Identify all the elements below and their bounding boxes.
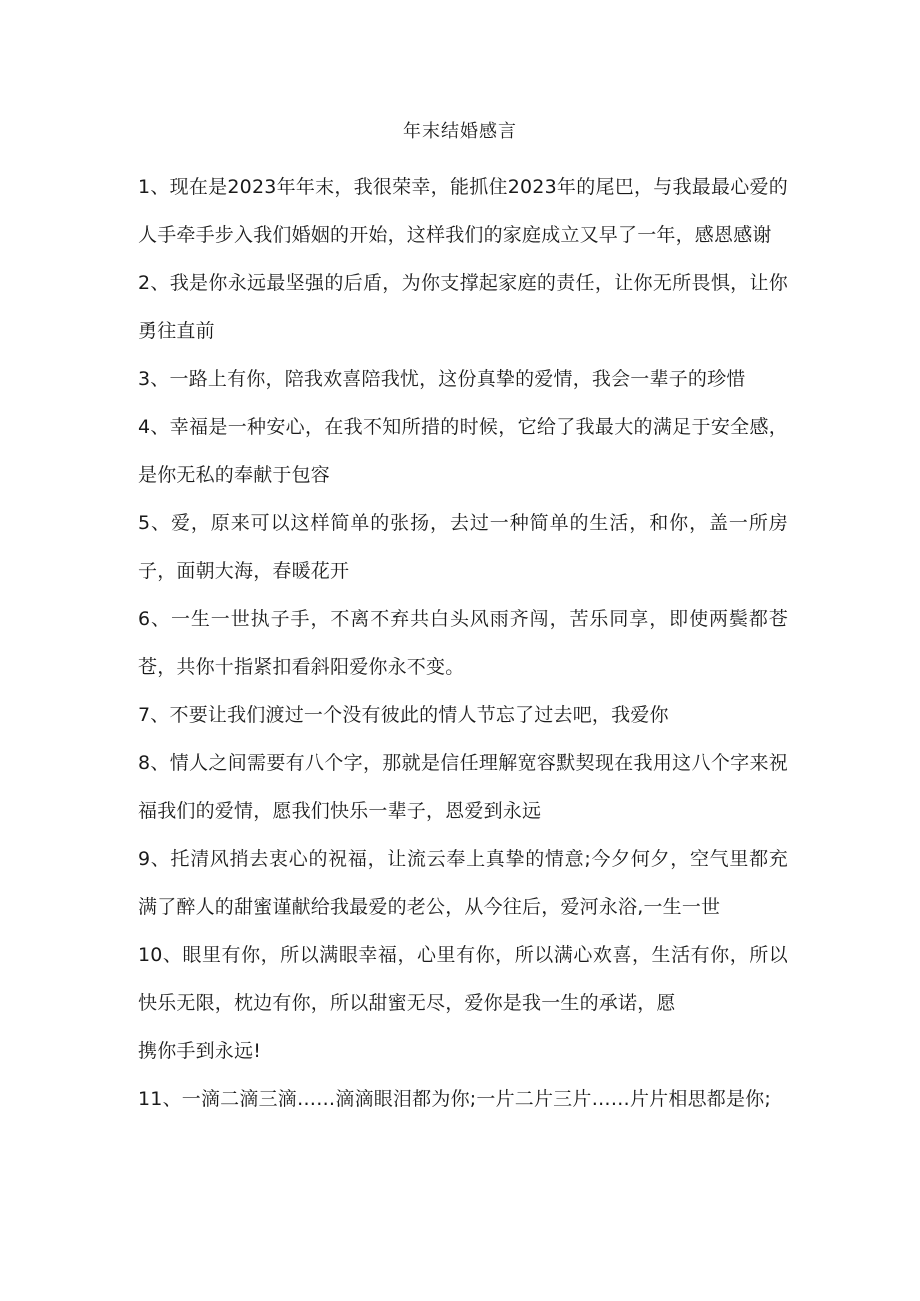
paragraph-8: 8、情人之间需要有八个字，那就是信任理解宽容默契现在我用这八个字来祝福我们的爱情，愿我们快乐一辈子，恩爱到永远 [138,752,788,822]
paragraph-7: 7、不要让我们渡过一个没有彼此的情人节忘了过去吧，我爱你 [138,704,669,726]
paragraph-5: 5、爱，原来可以这样简单的张扬，去过一种简单的生活，和你，盖一所房子，面朝大海，春暖花开 [138,512,788,582]
paragraph-1: 1、现在是2023年年末，我很荣幸，能抓住2023年的尾巴，与我最最心爱的人手牵手步入我们婚姻的开始，这样我们的家庭成立又早了一年，感恩感谢 [138,176,788,246]
paragraph-4: 4、幸福是一种安心，在我不知所措的时候，它给了我最大的满足于安全感，是你无私的奉献于包容 [138,416,788,486]
paragraph-2: 2、我是你永远最坚强的后盾，为你支撑起家庭的责任，让你无所畏惧，让你勇往直前 [138,272,788,342]
paragraph-3: 3、一路上有你，陪我欢喜陪我忧，这份真挚的爱情，我会一辈子的珍惜 [138,368,746,390]
paragraph-6: 6、一生一世执子手，不离不弃共白头风雨齐闯，苦乐同享，即使两鬓都苍苍，共你十指紧扣看斜阳爱你永不变。 [138,608,788,678]
paragraph-10-continued: 携你手到永远! [138,1040,262,1062]
document-title: 年末结婚感言 [403,121,517,142]
document-body [138,163,788,1123]
paragraph-11: 11、一滴二滴三滴……滴滴眼泪都为你;一片二片三片……片片相思都是你; [138,1088,771,1110]
paragraph-9: 9、托清风捎去衷心的祝福，让流云奉上真挚的情意;今夕何夕，空气里都充满了醉人的甜蜜谨献给我最爱的老公，从今往后，爱河永浴,一生一世 [138,848,788,918]
paragraph-10: 10、眼里有你，所以满眼幸福，心里有你，所以满心欢喜，生活有你，所以快乐无限，枕边有你，所以甜蜜无尽，爱你是我一生的承诺，愿 [138,944,788,1014]
